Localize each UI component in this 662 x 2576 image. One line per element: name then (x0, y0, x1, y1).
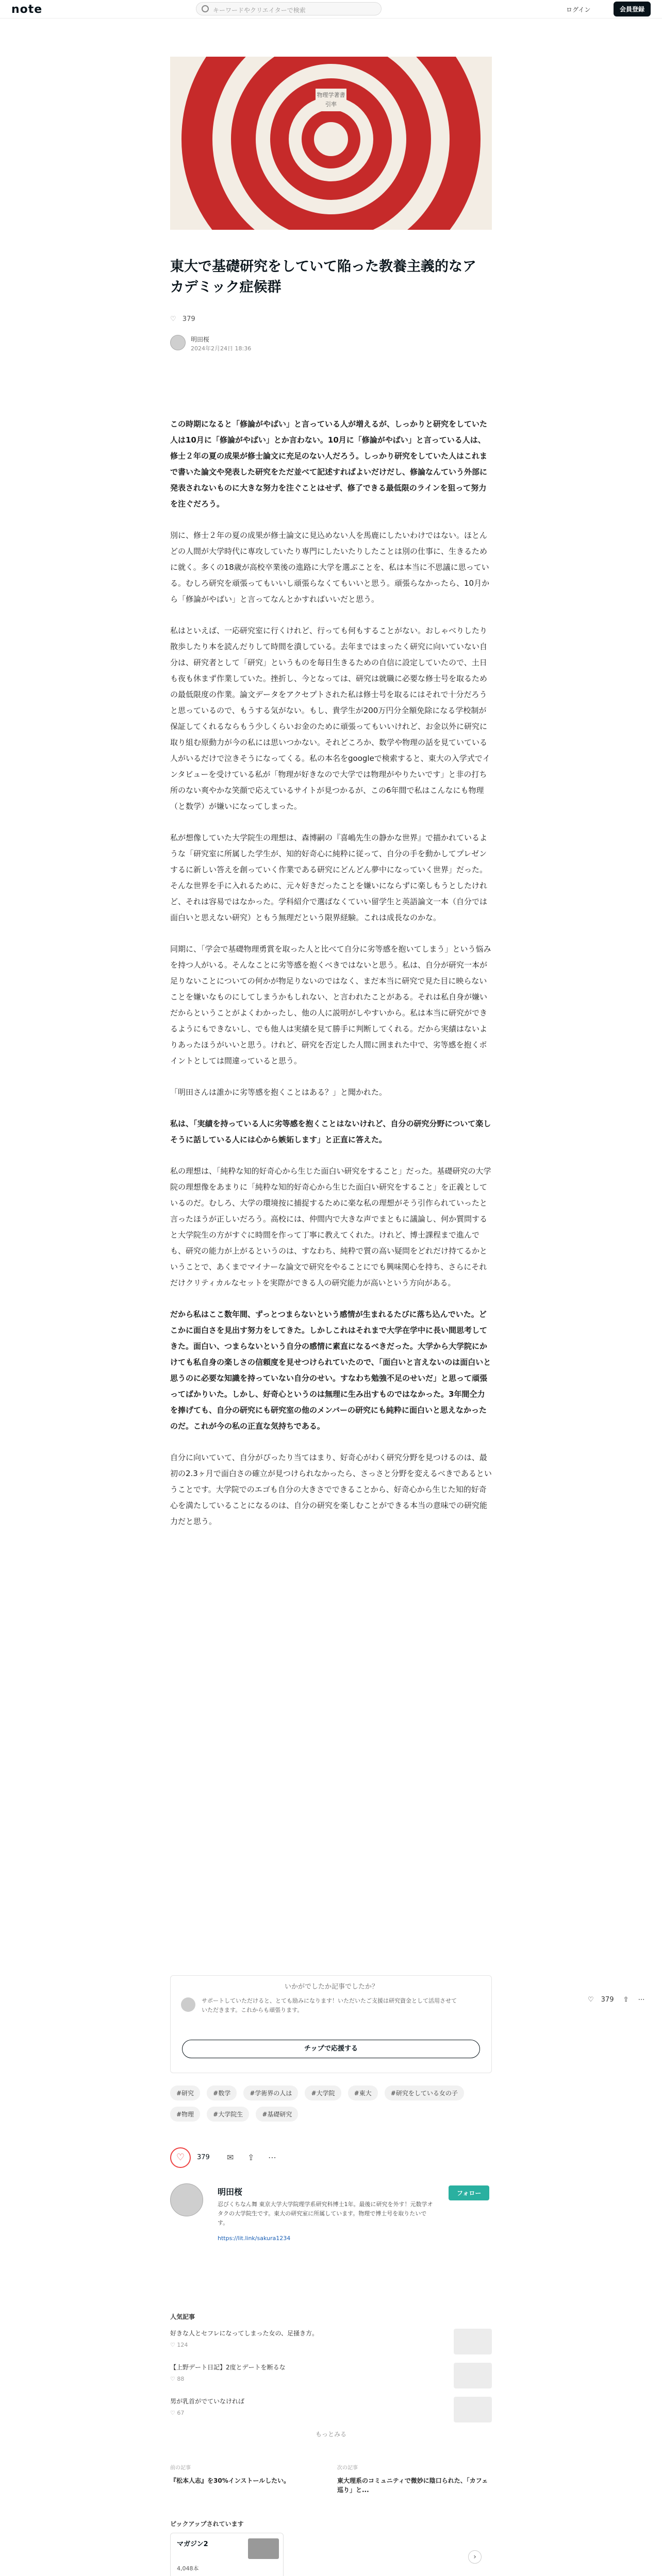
support-heading: いかがでしたか記事でしたか？ (284, 1983, 378, 1991)
heart-icon: ♡ (176, 2152, 185, 2163)
spiral-graphic (170, 57, 492, 230)
support-box (170, 1975, 492, 2073)
search-icon (202, 5, 209, 12)
like-button[interactable] (170, 2147, 191, 2168)
popular-thumbnail (454, 2329, 492, 2354)
tag[interactable]: #基礎研究 (256, 2107, 298, 2122)
heart-icon: ♡ (170, 2342, 177, 2348)
tag[interactable]: #学術界の人は (243, 2086, 298, 2100)
follow-button[interactable]: フォロー (449, 2185, 489, 2200)
tag[interactable]: #物理 (170, 2107, 200, 2122)
paragraph: 私はといえば、一応研究室に行くけれど、行っても何もすることがない。おしゃべりしたり散歩したり本を読んだりして時間を潰している。去年まではまったく研究に向いていない自分は、研究者として「研究」というものを毎日生きるための自信に設定していたので、土日も夜も休まず作業していた。挫折し、今となっては、研究は就職に必要な修士号を取るための最低限度の作業。論文データをアクセプトされた私は修士号を取るにはそれで十分だろうと思っているので、もうする気がない。もし、貴学生が200万円分全額免除になる学校制が保証してくれるならもう少しくらいお金のために頑張ってもいいけれど、お金以外に研究に取り組む原動力が今の私には思いつかない。それどころか、数学や物理の話を見ていている人がいるだけで泣きそうになってくる。私の本名をgoogleで検索すると、東大の入学式でインタビューを受けている私が「物理が好きなので大学では物理がやりたいです」と非の打ち所のない爽やかな笑顔で応えているサイトが見つかるが、この6年間で私はこんなにも物理（と数学）が嫌いになってしまった。 (170, 626, 490, 811)
post-date: 2024年2月24日 18:36 (191, 345, 252, 352)
next-article[interactable]: 次の記事 東大理系のコミュニティで微妙に陰口られた、「カフェ巡り」と... (337, 2465, 488, 2494)
share-icon[interactable]: ⇪ (623, 1996, 629, 2004)
magazine-title: マガジン2 (177, 2540, 208, 2548)
support-avatar (181, 1997, 195, 2012)
heart-icon: ♡ (170, 2376, 177, 2382)
article-body (170, 416, 492, 1545)
paragraph: 私の理想は、「純粋な知的好奇心から生じた面白い研究をすること」だった。基礎研究の大学院の理想像をあまりに「純粋な知的好奇心から生じた面白い研究をすること」を正義としているのだ。むしろ、大学の環境按に捕捉するために楽な私の理想がそう引作られていったと言ったほうが正しいだろう。高校には、仲間内で大きな声でまともに議論し、何か質問すると大学院生の方がすぐに時間を作って丁寧に教えてくれた。けれど、博士課程まで進んでも、研究の能力が上がるというのは、すなわち、純粋で質の高い疑問をどれだけ持てるかということで、あくまでマイナーな論文で研究をやることにでも興味関心を持ち、さらにそれだけクリティカルなセットを実際ができる人の研究能力が高いという方向がある。 (170, 1166, 491, 1287)
side-actions (588, 1996, 652, 2004)
chevron-right-icon[interactable]: › (468, 2550, 482, 2564)
top-bar (0, 0, 662, 19)
paragraph: 「明田さんは誰かに劣等感を抱くことはある？」と聞かれた。 (170, 1088, 387, 1097)
paragraph: 同期に、「学会で基礎物理勇賞を取った人と比べて自分に劣等感を抱いてしまう」という悩みを持つ人がいる。そんなことに劣等感を抱くべきではないと思う。私は、自分が研究一本が足りないことについての何かが物足りないのではなく、まだ本当に研究で見た目に映らないことを嫌いなものにしてしまうかもしれない、と言われたことがある。それは私自身が嫌いだからということがよくわかったし、他の人に説明がしやすいから。私は本当に研究ができるようにもできないし、でも他人は実績を見て勝手に判断してくれる。だから実績はないよりあったほうがいいと思う。けれど、研究を否定した人間に囲まれた中で、劣等感を抱くポイントとしては間違っていると思う。 (170, 944, 491, 1065)
popular-thumbnail (454, 2397, 492, 2422)
paragraph: だから私はここ数年間、ずっとつまらないという感情が生まれるたびに落ち込んでいた。どこかに面白さを見出す努力をしてきた。しかしこれはそれまで大学在学中に長い間思考してきた。面白い、つまらないという自分の感情に素直になるべきだった。大学から大学院にかけても私自身の楽しさの信頼度を見せつけられていたので、「面白いと言えないのは面白いと思うのに必要な知識を持っていない自分のせい。すなわち勉強不足のせいだ」と思って頑張ってばかりいた。しかし、好奇心というのは無理に生み出すものではなかった。3年間仝力を捧げても、自分の研究にも研究室の他のメンバーの研究にも純粋に面白いと思えなかったのだ。これが今の私の正直な気持ちである。 (170, 1310, 491, 1431)
tag-list (170, 2086, 500, 2128)
like-count: 379 (182, 315, 195, 323)
heart-icon: ♡ (170, 2410, 177, 2416)
tag[interactable]: #研究をしている女の子 (385, 2086, 464, 2100)
popular-item[interactable]: 【上野デート日記】2度とデートを断るな ♡ 88 (170, 2363, 492, 2382)
pickup-heading: ピックアップされています (170, 2520, 244, 2528)
side-like-count: 379 (601, 1996, 614, 2004)
tag[interactable]: #研究 (170, 2086, 200, 2100)
share-icon[interactable]: ⇪ (247, 2153, 255, 2162)
like-summary (170, 315, 195, 323)
like-count: 379 (197, 2154, 210, 2161)
popular-heading: 人気記事 (170, 2313, 195, 2320)
more-icon[interactable]: ⋯ (638, 1996, 645, 2004)
tag[interactable]: #東大 (348, 2086, 378, 2100)
author-avatar[interactable] (170, 335, 186, 350)
hero-image (170, 57, 492, 230)
search-input[interactable]: キーワードやクリエイターで検索 (213, 7, 306, 14)
hero-label: 物理学著書 引率 (316, 89, 346, 111)
magazine-count: 4,048本 (177, 2565, 199, 2572)
action-bar (170, 2147, 492, 2178)
author-name[interactable]: 明田桜 (218, 2187, 243, 2197)
paragraph: 私は、「実績を持っている人に劣等感を抱くことはないけれど、自分の研究分野について楽しそうに話している人には心から嫉妬します」と正直に答えた。 (170, 1119, 491, 1144)
popular-thumbnail (454, 2363, 492, 2388)
magazine-thumbnail (248, 2538, 279, 2559)
paragraph: この時期になると「修論がやばい」と言っている人が増えるが、しっかりと研究をしていた人は10月に「修論がやばい」とか言わない。10月に「修論がやばい」と言っている人は、修士２年の夏の成果が修士論文に充足のない人だろう。しっかり研究をしていた人はこれまで書いた論文や発表した研究をただ並べて記述すればよいだけだし、修論なんていう外部に発表されないものに大きな努力を注ぐことはせず、修了できる最低限のラインを狙って努力を注ぐだろう。 (170, 419, 488, 509)
author-avatar-large[interactable] (170, 2183, 203, 2216)
article-title: 東大で基礎研究をしていて陥った教養主義的なアカデミック症候群 (170, 259, 476, 295)
tip-button[interactable]: チップで応援する (182, 2040, 480, 2058)
paragraph: 私が想像していた大学院生の理想は、森博嗣の『喜嶋先生の静かな世界』で描かれているような「研究室に所属した学生が、知的好奇心に純粋に従って、自分の手を動かしてプレゼンするに新しい答えを創っていく作業である研究にどんどん夢中になっていく世界」だった。そんな世界を手に入れるために、元々好きだったことを嫌いにならずに楽しもうとしたけれど、それは容易ではなかった。学科紹介で選ばなくていい留学生と英語論文一本（自分では面白いと思えない研究）ともう無理だという限界経験。これは成長なのかな。 (170, 833, 488, 922)
prev-article[interactable]: 前の記事 『松本人志』を30%インストールしたい。 (170, 2465, 290, 2484)
author-link[interactable]: https://lit.link/sakura1234 (218, 2235, 291, 2242)
heart-icon[interactable]: ♡ (588, 1996, 594, 2004)
tag[interactable]: #数学 (207, 2086, 237, 2100)
login-button[interactable]: ログイン (566, 6, 591, 13)
author-name[interactable]: 明田桜 (191, 336, 210, 343)
more-link[interactable]: もっとみる (315, 2431, 346, 2438)
popular-item[interactable]: 男が乳首がでていなければ ♡ 67 (170, 2397, 492, 2416)
paragraph: 自分に向いていて、自分がぴったり当てはまり、好奇心がわく研究分野を見つけるのは、最初の2.3ヶ月で面白さの確立が見つけられなかったら、さっさと分野を変えるべきであるということです。大学院でのエゴも自分の大きさでできることから、好奇心から生じた知的好奇心を満たしていることになるのは、自分の研究を楽しむことができる本当の意味での研究能力だと思う。 (170, 1453, 492, 1526)
tag[interactable]: #大学院 (305, 2086, 341, 2100)
popular-item[interactable]: 好きな人とセフレになってしまった女の、足掻き方。 ♡ 124 (170, 2329, 492, 2348)
support-text: サポートしていただけると、とても励みになります！いただいたご支援は研究資金として活用させていただきます。これからも頑張ります。 (202, 1997, 457, 2013)
more-icon[interactable]: ⋯ (268, 2153, 276, 2162)
heart-icon[interactable]: ♡ (170, 315, 176, 323)
signup-button[interactable]: 会員登録 (614, 2, 651, 16)
author-bio: 忍びくちなん舞 東京大学大学院理学系研究科博士1年。最後に研究を外す！元数学オタクの大学院生です。東大の研究室に所属しています。物理で博士号を取りたいです。 (218, 2201, 433, 2226)
paragraph: 別に、修士２年の夏の成果が修士論文に見込めない人を馬鹿にしたいわけではない。ほとんどの人間が大学時代に専攻していたり専門にしたいたりしたことは別の仕事に、生きるために就く。多くの18歳が高校卒業後の進路に大学を選ぶことを、私は本当に不思議に思っている。むしろ研究を頑張ってもいいし頑張らなくてもいいと思う。頑張らなかったら、10月から「修論がやばい」と言ってなんとかすればいいだと思う。 (170, 531, 490, 604)
note-logo[interactable]: note (11, 3, 43, 16)
search-box[interactable] (196, 2, 382, 15)
tag[interactable]: #大学院生 (207, 2107, 249, 2122)
comment-icon[interactable]: ✉ (227, 2153, 234, 2162)
magazine-card[interactable] (170, 2533, 284, 2576)
author-card (170, 2183, 492, 2240)
